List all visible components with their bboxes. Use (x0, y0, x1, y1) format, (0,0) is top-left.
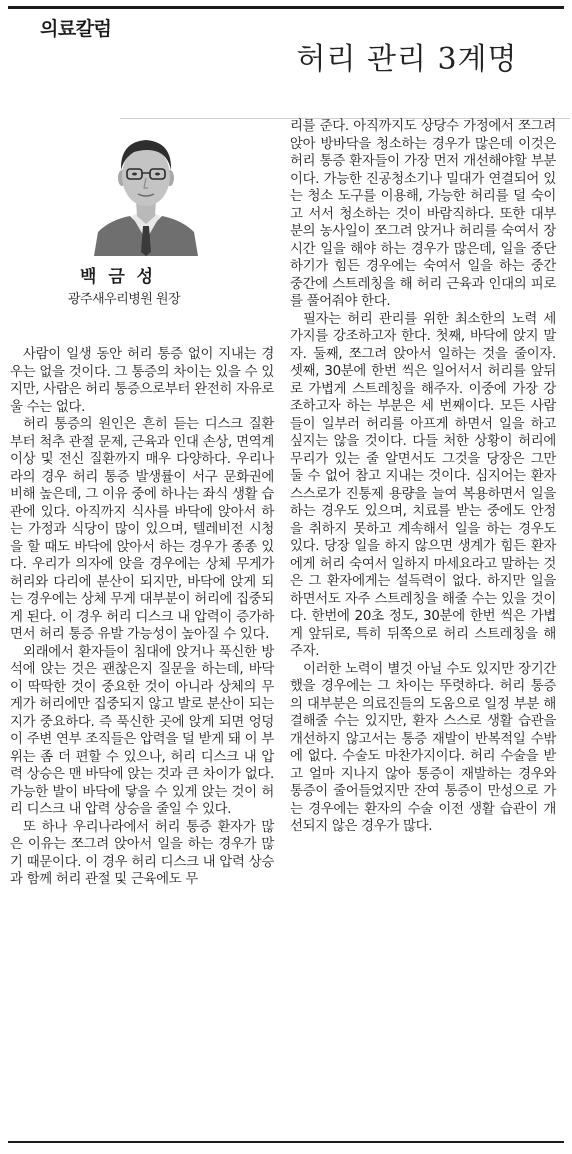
author-affiliation: 광주새우리병원 원장 (68, 292, 181, 307)
bottom-rule (8, 1141, 564, 1143)
paragraph: 외래에서 환자들이 침대에 앉거나 푹신한 방석에 앉는 것은 괜찮은지 질문을 하는데, 바닥이 딱딱한 것이 중요한 것이 아니라 상체의 무게가 허리에만 집중되지 않고 발로 분산이 되는 지가 중요하다. 즉 푹신한 곳에 앉게 되면 엉덩이 주변 연부 조직들은 압력을 덜 받게 돼 이 부위는 좀 더 편할 수 있으나, 허리 디스크 내 압력 상승은 맨 바닥에 앉는 것과 큰 차이가 없다. 가능한 발이 바닥에 닿을 수 있게 앉는 것이 허리 디스크 내 압력 상승을 줄일 수 있다. (10, 644, 274, 817)
author-name: 백 금 성 (80, 267, 157, 287)
paragraph: 허리 통증의 원인은 흔히 듣는 디스크 질환부터 척추 관절 문제, 근육과 인대 손상, 면역계 이상 및 전신 질환까지 매우 다양하다. 우리나라의 경우 허리 통증 발생률이 서구 문화권에 비해 높은데, 그 이유 중에 하나는 좌식 생활 습관에 있다. 아직까지 식사를 바닥에 앉아서 하는 가정과 식당이 많이 있으며, 텔레비전 시청을 할 때도 바닥에 앉아서 하는 경우가 종종 있다. 우리가 의자에 앉을 경우에는 상체 무게가 허리와 다리에 분산이 되지만, 바닥에 앉게 되는 경우에는 상체 무게 대부분이 허리에 집중되게 된다. 이 경우 허리 디스크 내 압력이 증가하면서 허리 통증 유발 가능성이 높아질 수 있다. (10, 417, 274, 642)
paragraph: 이러한 노력이 별것 아닐 수도 있지만 장기간 했을 경우에는 그 차이는 뚜렷하다. 허리 통증의 대부분은 의료진들의 도움으로 일정 부분 해결해줄 수는 있지만, 환자 스스로 생활 습관을 개선하지 않고서는 통증 재발이 반복적일 수밖에 없다. 수술도 마찬가지이다. 허리 수술을 받고 얼마 지나지 않아 통증이 재발하는 경우와 통증이 줄어들었지만 잔여 통증이 만성으로 가는 경우에는 환자의 수술 이전 생활 습관이 개선되지 않은 경우가 많다. (290, 661, 556, 834)
author-portrait-icon (92, 128, 200, 256)
top-rule (8, 6, 564, 9)
section-label: 의료칼럼 (40, 18, 112, 40)
paragraph-continued: 리를 준다. 아직까지도 상당수 가정에서 쪼그려 앉아 방바닥을 청소하는 경우가 많은데 이것은 허리 통증 환자들이 가장 먼저 개선해야할 부분이다. 가능한 진공청소기나 밀대가 연결되어 있는 청소 도구를 이용해, 가능한 허리를 덜 숙이고 서서 청소하는 것이 바람직하다. 또한 대부분의 농사일이 쪼그려 앉거나 허리를 숙여서 장시간 일을 해야 하는 경우가 많은데, 일을 중단하기가 힘든 경우에는 숙여서 일을 하는 중간 중간에 스트레칭을 해 허리 근육과 인대의 피로를 풀어줘야 한다. (290, 119, 556, 309)
body-column-right (290, 118, 556, 836)
article-title: 허리 관리 3계명 (296, 42, 518, 77)
paragraph: 사람이 일생 동안 허리 통증 없이 지내는 경우는 없을 것이다. 그 통증의 차이는 있을 수 있지만, 사람은 허리 통증으로부터 완전히 자유로울 수는 없다. (10, 347, 274, 415)
paragraph: 또 하나 우리나라에서 허리 통증 환자가 많은 이유는 쪼그려 앉아서 일을 하는 경우가 많기 때문이다. 이 경우 허리 디스크 내 압력 상승과 함께 허리 관절 및 근육에도 무 (10, 819, 274, 887)
body-column-left (10, 346, 274, 889)
paragraph: 필자는 허리 관리를 위한 최소한의 노력 세 가지를 강조하고자 한다. 첫째, 바닥에 앉지 말자. 둘째, 쪼그려 앉아서 일하는 것을 줄이자. 셋째, 30분에 한번 씩은 일어서서 허리를 앞뒤로 가볍게 스트레칭을 해주자. 이중에 가장 강조하고자 하는 부분은 세 번째이다. 모든 사람들이 일부러 허리를 아프게 하면서 일을 하고 싶지는 않을 것이다. 다들 처한 상황이 허리에 무리가 있는 줄 알면서도 그것을 당장은 그만 둘 수 없어 참고 지내는 것이다. 심지어는 환자 스스로가 진통제 용량을 늘여 복용하면서 일을 하는 경우도 있으며, 치료를 받는 중에도 안정을 취하지 못하고 계속해서 일을 하는 경우도 있다. 당장 일을 하지 않으면 생계가 힘든 환자에게 허리 숙여서 일하지 마세요라고 말하는 것은 그 환자에게는 설득력이 없다. 하지만 일을 하면서도 자주 스트레칭을 해줄 수는 있을 것이다. 한번에 20초 정도, 30분에 한번 씩은 가볍게 앞뒤로, 특히 뒤쪽으로 허리 스트레칭을 해주자. (290, 311, 556, 659)
author-photo (92, 128, 200, 256)
